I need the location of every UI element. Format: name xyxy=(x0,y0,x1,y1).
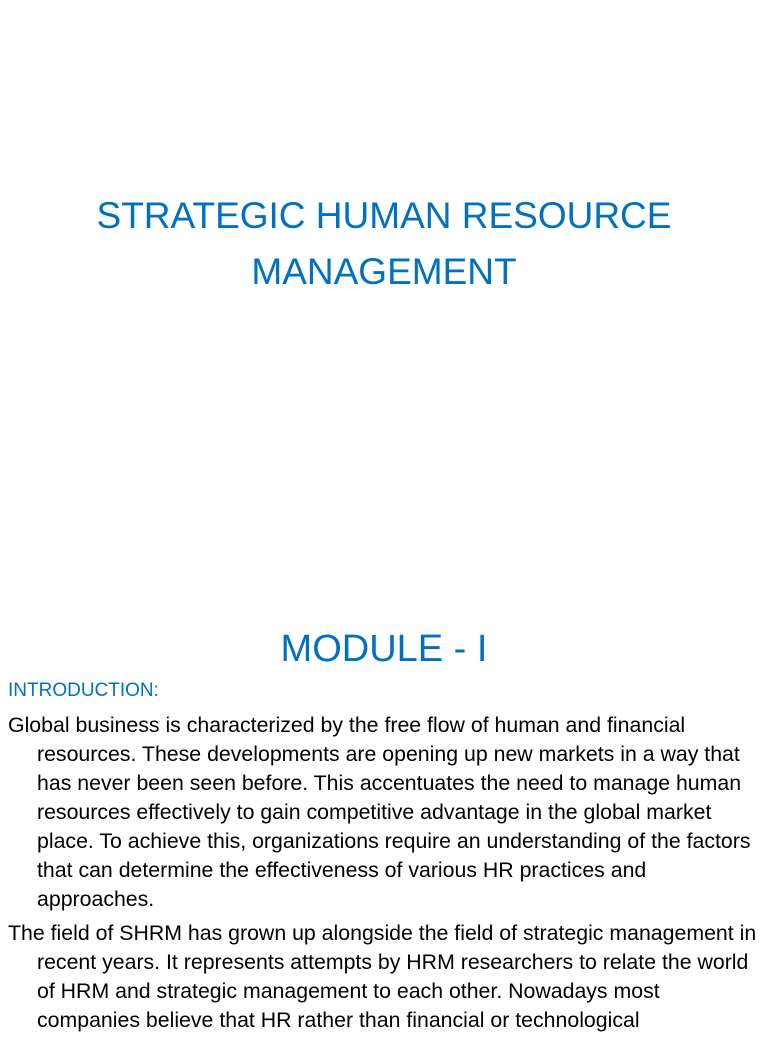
body-text xyxy=(8,711,760,1040)
paragraph-global-business: Global business is characterized by the free flow of human and financial resources. These developments are opening up new markets in a way that has never been seen before. This accentuates the need to manage human resources effectively to gain competitive advantage in the global market place. To achieve this, organizations require an understanding of the factors that can determine the effectiveness of various HR practices and approaches. xyxy=(8,713,751,911)
section-heading-introduction: INTRODUCTION: xyxy=(8,680,159,701)
module-heading: MODULE - I xyxy=(280,628,488,670)
document-title: STRATEGIC HUMAN RESOURCE MANAGEMENT xyxy=(96,195,672,292)
paragraph-field-of-shrm: The field of SHRM has grown up alongside the field of strategic management in recent years. It represents attempts by HRM researchers to relate the world of HRM and strategic management to each other. Nowadays most companies believe that HR rather than financial or technological xyxy=(8,921,757,1032)
